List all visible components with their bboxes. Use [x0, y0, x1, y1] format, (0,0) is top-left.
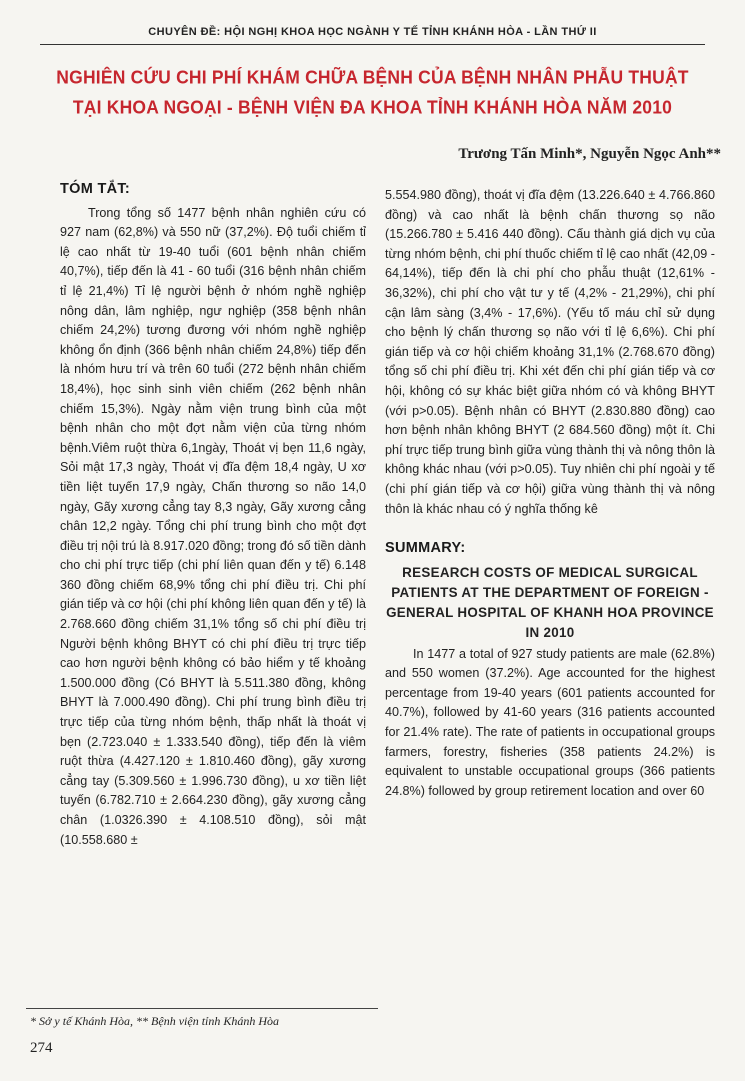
abstract-vi-text-part-2: 5.554.980 đồng), thoát vị đĩa đệm (13.226.640 ± 4.766.860 đồng) và cao nhất là bệnh chấn thương sọ não (15.266.780 ± 5.416 440 đồng). Cấu thành giá dịch vụ của từng nhóm bệnh, chi phí thuốc chiếm tỉ lệ cao nhất (42,09 - 64,14%), tiếp đến là chi phí cho phẫu thuật (12,61% - 36,32%), chi phí cho vật tư y tế (4,2% - 21,29%), chi phí cận lâm sàng (3,4% - 17,6%). (Yếu tố máu chỉ sử dụng cho bệnh lý chấn thương sọ não với tỉ lệ 6,6%). Chi phí gián tiếp và cơ hội chiếm khoảng 31,1% (2.768.670 đồng) tổng số chi phí điều trị. Khi xét đến chi phí gián tiếp và cơ hội, không có sự khác biệt giữa nhóm có và không BHYT (với p>0.05). Bệnh nhân có BHYT (2.830.880 đồng) cao hơn bệnh nhân không BHYT (2 684.560 đồng) một ít. Chi phí trực tiếp trung bình giữa vùng thành thị và nông thôn là không khác nhau (với p>0.05). Tuy nhiên chi phí ngoài y tế (chi phí gián tiếp và cơ hội) giữa vùng thành thị và nông thôn là khác nhau có ý nghĩa thống kê [385, 188, 715, 516]
header-divider [40, 44, 705, 45]
summary-text: In 1477 a total of 927 study patients are male (62.8%) and 550 women (37.2%). Age accounted for the highest percentage from 19-40 years (601 patients accounted for 40.7%), followed by 41-60 years (316 patients accounted for 21.4% rate). The rate of patients in occupational groups farmers, forestry, fisheries (358 patients 24.2%) is equivalent to unstable occupational groups (366 patients 24.8%) followed by group retirement location and over 60 [385, 646, 715, 798]
abstract-vi-text-part-1: Trong tổng số 1477 bệnh nhân nghiên cứu có 927 nam (62,8%) và 550 nữ (37,2%). Độ tuổi chiếm tỉ lệ cao nhất từ 19-40 tuổi (601 bệnh nhân chiếm 40,7%), tiếp đến là 41 - 60 tuổi (316 bệnh nhân chiếm tỉ lệ 21,4%) Tỉ lệ người bệnh ở nhóm nghề nghiệp nông dân, lâm nghiệp, ngư nghiệp (358 bệnh nhân chiếm 24,2%) tương đương với nhóm nghề nghiệp không ổn định (366 bệnh nhân chiếm 24,8%) tiếp đến là nhóm hưu trí và trên 60 tuổi (272 bệnh nhân chiếm 18,4%), học sinh sinh viên chiếm (262 bệnh nhân chiếm 15,3%). Ngày nằm viện trung bình của một bệnh nhân cho một đợt nằm viện của từng nhóm bệnh.Viêm ruột thừa 6,1ngày, Thoát vị bẹn 11,6 ngày, Sỏi mật 17,3 ngày, Thoát vị đĩa đệm 18,4 ngày, U xơ tiền liệt tuyến 17,9 ngày, Chấn thương so não 14,0 ngày, Gãy xương cẳng tay 8,3 ngày, Gãy xương cẳng chân 12,2 ngày. Tổng chi phí trung bình cho một đợt điều trị nội trú là 8.917.020 đồng; trong đó số tiền dành cho chi phí trực tiếp (chi phí liên quan đến y tế) 6.148 360 đồng chiếm 68,9% tổng chi phí điều trị. Chi phí gián tiếp và cơ hội (chi phí không liên quan đến y tế) là 2.768.660 đồng chiếm 31,1% tổng số chi phí điều trị Người bệnh không BHYT có chi phí điều trị trực tiếp cao hơn người bệnh không có bảo hiểm y tế khoảng 1.500.000 đồng (Có BHYT là 5.511.380 đồng, không BHYT là 7.000.490 đồng). Chi phí trung bình điều trị trực tiếp của từng nhóm bệnh, thấp nhất là thoát vị bẹn (2.723.040 ± 1.333.540 đồng), tiếp đến là viêm ruột thừa (4.427.120 ± 1.810.460 đồng), gãy xương cẳng tay (5.309.560 ± 1.996.730 đồng), u xơ tiền liệt tuyến (6.782.710 ± 2.664.230 đồng), gãy xương cẳng chân (1.0326.390 ± 4.108.510 đồng), sỏi mật (10.558.680 ± [60, 205, 366, 847]
abstract-vi-heading: TÓM TẮT: [60, 181, 131, 197]
right-column [385, 186, 715, 801]
running-header: CHUYÊN ĐỀ: HỘI NGHỊ KHOA HỌC NGÀNH Y TẾ TỈNH KHÁNH HÒA - LẦN THỨ II [148, 26, 597, 38]
article-title [30, 62, 715, 122]
affiliation-footnote: * Sở y tế Khánh Hòa, ** Bệnh viện tỉnh Khánh Hòa [30, 1014, 280, 1028]
footnote-divider [26, 1008, 378, 1009]
left-column [60, 180, 366, 850]
author-list: Trương Tấn Minh*, Nguyễn Ngọc Anh** [458, 146, 721, 162]
article-title-line-2: TẠI KHOA NGOẠI - BỆNH VIỆN ĐA KHOA TỈNH KHÁNH HÒA NĂM 2010 [72, 96, 673, 118]
summary-title: RESEARCH COSTS OF MEDICAL SURGICAL PATIENTS AT THE DEPARTMENT OF FOREIGN - GENERAL HOSPITAL OF KHANH HOA PROVINCE IN 2010 [386, 564, 714, 640]
page-number: 274 [30, 1040, 53, 1056]
summary-heading: SUMMARY: [385, 540, 466, 557]
article-title-line-1: NGHIÊN CỨU CHI PHÍ KHÁM CHỮA BỆNH CỦA BỆNH NHÂN PHẪU THUẬT [56, 66, 689, 88]
